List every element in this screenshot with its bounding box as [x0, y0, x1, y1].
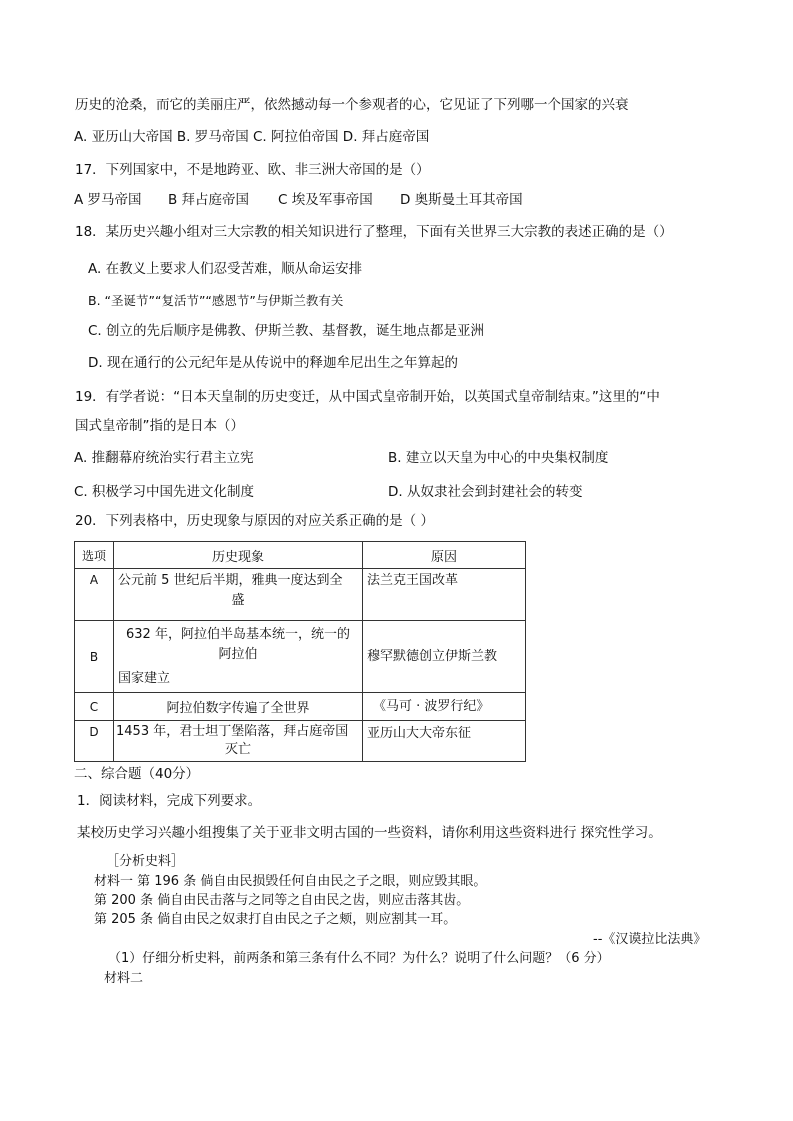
q19-stem-line2: 国式皇帝制”指的是日本（） — [75, 418, 244, 434]
q16-options: A. 亚历山大帝国 B. 罗马帝国 C. 阿拉伯帝国 D. 拜占庭帝国 — [74, 129, 430, 145]
q20-table — [74, 541, 526, 762]
row-c-phenomenon: 阿拉伯数字传遍了全世界 — [114, 693, 363, 721]
table-row — [75, 721, 526, 762]
row-c-cause — [363, 693, 526, 721]
row-b-option: B — [75, 621, 114, 693]
row-d-cause — [363, 721, 526, 762]
row-d-option: D — [75, 721, 114, 762]
row-d-phenomenon-line1: 1453 年，君士坦丁堡陷落，拜占庭帝国 — [116, 724, 349, 739]
q17-option-b: B 拜占庭帝国 — [168, 192, 250, 208]
material-1-line3: 第 205 条 倘自由民之奴隶打自由民之子之颊，则应割其一耳。 — [94, 912, 457, 927]
section-2-intro: 某校历史学习兴趣小组搜集了关于亚非文明古国的一些资料，请你利用这些资料进行 探究性学习。 — [77, 825, 662, 841]
row-d-phenomenon-line2: 灭亡 — [224, 742, 251, 757]
q19-option-a: A. 推翻幕府统治实行君主立宪 — [74, 450, 254, 466]
analysis-heading: ［分析史料］ — [106, 854, 185, 869]
q19-option-d: D. 从奴隶社会到封建社会的转变 — [388, 484, 583, 500]
material-1-line1: 材料一 第 196 条 倘自由民损毁任何自由民之子之眼，则应毁其眼。 — [94, 874, 487, 889]
q16-stem: 历史的沧桑，而它的美丽庄严，依然撼动每一个参观者的心，它见证了下列哪一个国家的兴衰 — [75, 97, 629, 113]
sub-question-1: （1）仔细分析史料，前两条和第三条有什么不同？为什么？说明了什么问题？（6 分） — [108, 951, 610, 966]
row-d-phenomenon — [114, 721, 363, 762]
row-a-phenomenon-line1: 公元前 5 世纪后半期，雅典一度达到全 — [118, 573, 343, 588]
q17-option-a: A 罗马帝国 — [74, 192, 142, 208]
q17-option-d: D 奥斯曼土耳其帝国 — [400, 192, 523, 208]
q19-stem-line1: 19．有学者说：“日本天皇制的历史变迁，从中国式皇帝制开始，以英国式皇帝制结束。”这里的“中 — [75, 389, 660, 405]
material-1-line2: 第 200 条 倘自由民击落与之同等之自由民之齿，则应击落其齿。 — [94, 893, 470, 908]
table-header-cause: 原因 — [363, 542, 526, 569]
table-header-phenomenon: 历史现象 — [114, 542, 363, 569]
q17-stem: 17．下列国家中，不是地跨亚、欧、非三洲大帝国的是（） — [75, 162, 430, 178]
row-a-phenomenon — [114, 569, 363, 621]
table-row — [75, 621, 526, 693]
q18-stem: 18．某历史兴趣小组对三大宗教的相关知识进行了整理，下面有关世界三大宗教的表述正确的是（） — [75, 224, 673, 240]
q18-option-a: A. 在教义上要求人们忍受苦难，顺从命运安排 — [88, 261, 363, 277]
row-b-phenomenon-line2: 阿拉伯 — [218, 646, 258, 662]
q18-option-c: C. 创立的先后顺序是佛教、伊斯兰教、基督教，诞生地点都是亚洲 — [88, 323, 485, 339]
material-2-heading: 材料二 — [104, 971, 144, 986]
table-header-row — [75, 542, 526, 569]
row-b-phenomenon-line3: 国家建立 — [118, 670, 171, 686]
row-b-phenomenon — [114, 621, 363, 693]
table-row — [75, 569, 526, 621]
q18-option-d: D. 现在通行的公元纪年是从传说中的释迦牟尼出生之年算起的 — [88, 355, 458, 371]
row-a-option: A — [75, 569, 114, 621]
q19-option-c: C. 积极学习中国先进文化制度 — [74, 484, 255, 500]
material-1-source: --《汉谟拉比法典》 — [593, 932, 707, 947]
row-c-cause-text: 《马可 · 波罗行纪》 — [373, 698, 490, 714]
q19-option-b: B. 建立以天皇为中心的中央集权制度 — [388, 450, 609, 466]
section-2-q1: 1．阅读材料，完成下列要求。 — [77, 793, 262, 809]
row-b-cause — [363, 621, 526, 693]
q18-option-b: B. “圣诞节”“复活节”“感恩节”与伊斯兰教有关 — [88, 293, 344, 308]
row-a-phenomenon-line2: 盛 — [231, 593, 245, 608]
row-b-cause-text: 穆罕默德创立伊斯兰教 — [367, 648, 498, 664]
row-a-cause — [363, 569, 526, 621]
row-b-phenomenon-line1: 632 年，阿拉伯半岛基本统一，统一的 — [126, 626, 350, 642]
q17-option-c: C 埃及军事帝国 — [278, 192, 373, 208]
section-2-title: 二、综合题（40分） — [74, 766, 200, 782]
table-row — [75, 693, 526, 721]
row-a-cause-text: 法兰克王国改革 — [367, 573, 459, 588]
q20-stem: 20．下列表格中，历史现象与原因的对应关系正确的是（ ） — [75, 513, 434, 529]
table-header-option: 选项 — [75, 542, 114, 569]
row-c-option: C — [75, 693, 114, 721]
row-d-cause-text: 亚历山大大帝东征 — [367, 726, 472, 741]
